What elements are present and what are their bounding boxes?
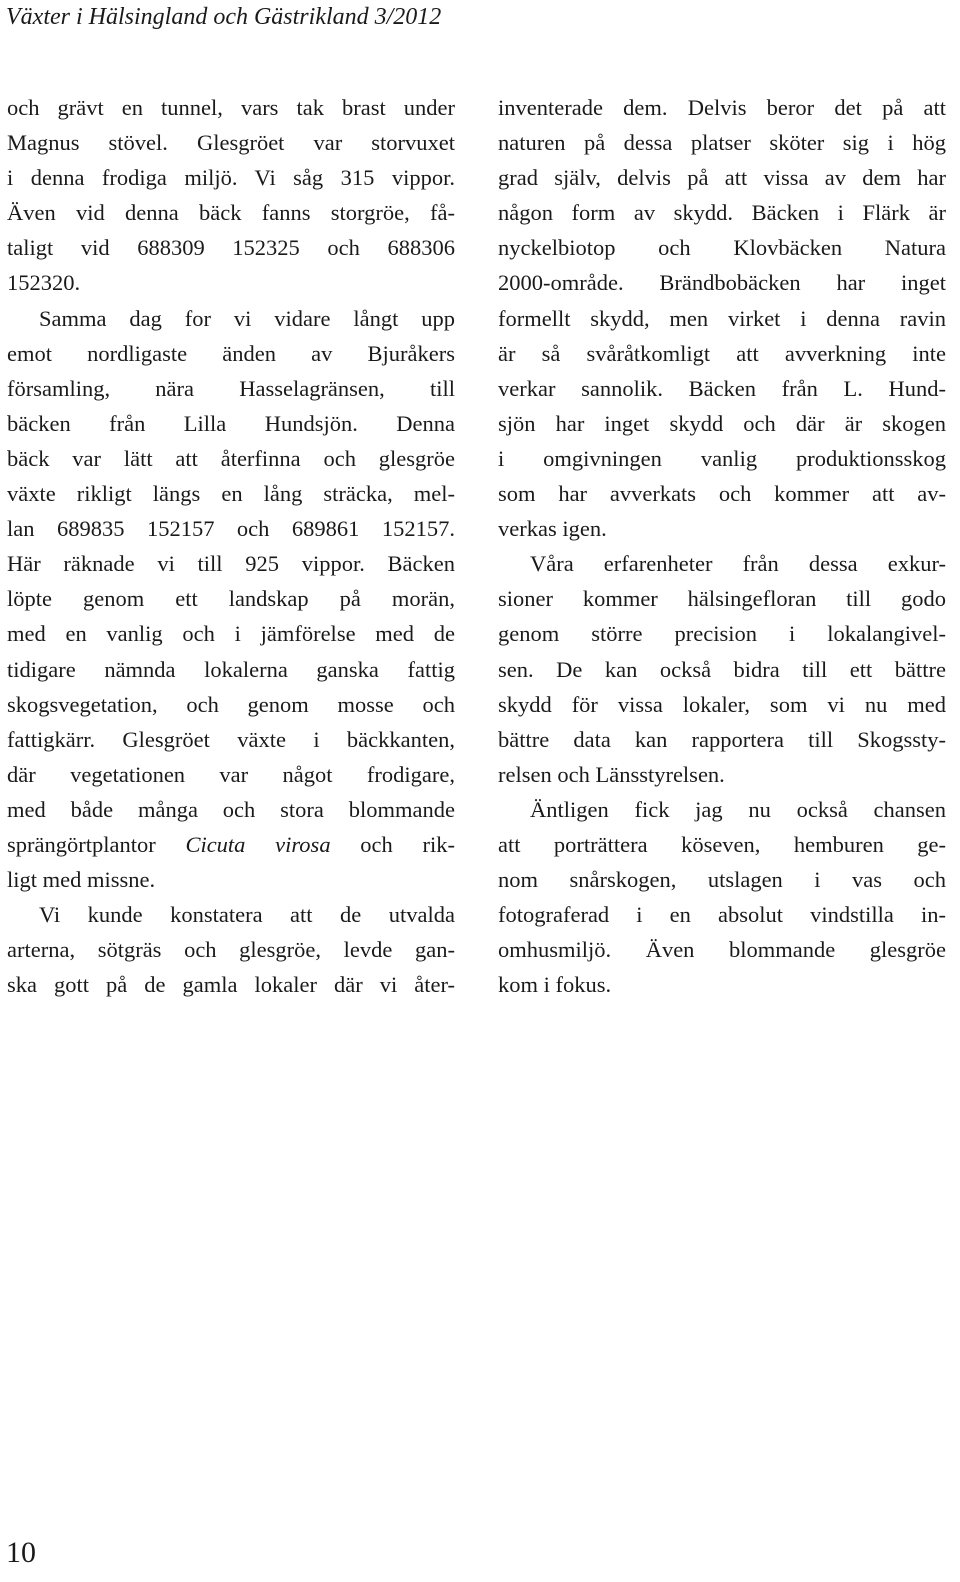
text-line: relsen och Länsstyrelsen. (498, 761, 725, 787)
text-line: med både många och stora blommande (7, 796, 455, 822)
text-line: fattigkärr. Glesgröet växte i bäckkanten, (7, 726, 455, 752)
text-line: och grävt en tunnel, vars tak brast under (7, 95, 455, 120)
text-line: sioner kommer hälsingefloran till godo (498, 586, 946, 612)
left-column (7, 90, 455, 1002)
text-line: någon form av skydd. Bäcken i Flärk är (498, 200, 946, 226)
text-line: Även vid denna bäck fanns storgröe, få- (7, 200, 455, 226)
text-line: kom i fokus. (498, 972, 612, 998)
right-column (498, 90, 946, 1002)
text-line: nyckelbiotop och Klovbäcken Natura (498, 235, 946, 261)
page-number: 10 (6, 1536, 36, 1569)
text-line: inventerade dem. Delvis beror det på att (498, 95, 946, 120)
text-line: i denna frodiga miljö. Vi såg 315 vippor. (7, 165, 455, 191)
text-line: där vegetationen var något frodigare, (7, 761, 455, 787)
text-line: naturen på dessa platser sköter sig i hög (498, 130, 946, 156)
text-line: församling, nära Hasselagränsen, till (7, 375, 455, 401)
text-line: 2000-område. Brändbobäcken har inget (498, 270, 946, 296)
text-fragment: och rik- (330, 831, 455, 857)
text-line: sjön har inget skydd och där är skogen (498, 410, 946, 436)
text-line: som har avverkats och kommer att av- (498, 481, 946, 507)
text-line: att porträttera köseven, hemburen ge- (498, 831, 946, 857)
text-line: i omgivningen vanlig produktionsskog (498, 445, 946, 471)
paragraph-start-line: Våra erfarenheter från dessa exkur- (530, 551, 946, 577)
text-line: lan 689835 152157 och 689861 152157. (7, 516, 455, 542)
text-line: med en vanlig och i jämförelse med de (7, 621, 455, 647)
text-line: arterna, sötgräs och glesgröe, levde gan- (7, 937, 455, 963)
paragraph-start-line: Samma dag for vi vidare långt upp (39, 305, 455, 331)
species-name: Cicuta virosa (185, 831, 331, 857)
text-line: genom större precision i lokalangivel- (498, 621, 946, 647)
text-line: 152320. (7, 270, 81, 296)
text-line: nom snårskogen, utslagen i vas och (498, 867, 946, 893)
text-line: skogsvegetation, och genom mosse och (7, 691, 455, 717)
text-line: ligt med missne. (7, 867, 156, 893)
text-line: emot nordligaste änden av Bjuråkers (7, 340, 455, 366)
text-line: tidigare nämnda lokalerna ganska fattig (7, 656, 455, 682)
text-line: taligt vid 688309 152325 och 688306 (7, 235, 455, 261)
text-line: skydd för vissa lokaler, som vi nu med (498, 691, 946, 717)
text-line: bäcken från Lilla Hundsjön. Denna (7, 410, 455, 436)
text-line: växte rikligt längs en lång sträcka, mel- (7, 481, 455, 507)
text-line: formellt skydd, men virket i denna ravin (498, 305, 946, 331)
text-line: ska gott på de gamla lokaler där vi åter- (7, 972, 455, 998)
running-header: Växter i Hälsingland och Gästrikland 3/2012 (6, 4, 442, 30)
text-line: löpte genom ett landskap på morän, (7, 586, 455, 612)
text-line: verkas igen. (498, 516, 607, 542)
text-line-with-species (7, 827, 455, 862)
text-line: sen. De kan också bidra till ett bättre (498, 656, 946, 682)
text-line: bäck var lätt att återfinna och glesgröe (7, 445, 455, 471)
text-line: är så svåråtkomligt att avverkning inte (498, 340, 946, 366)
paragraph-start-line: Vi kunde konstatera att de utvalda (39, 902, 455, 928)
paragraph-start-line: Äntligen fick jag nu också chansen (530, 796, 946, 822)
text-line: Här räknade vi till 925 vippor. Bäcken (7, 551, 455, 577)
text-line: omhusmiljö. Även blommande glesgröe (498, 937, 946, 963)
text-fragment: sprängörtplantor (7, 831, 186, 857)
text-line: Magnus stövel. Glesgröet var storvuxet (7, 130, 455, 156)
text-line: verkar sannolik. Bäcken från L. Hund- (498, 375, 946, 401)
text-line: bättre data kan rapportera till Skogssty- (498, 726, 946, 752)
text-line: grad själv, delvis på att vissa av dem har (498, 165, 946, 191)
text-line: fotograferad i en absolut vindstilla in- (498, 902, 946, 928)
